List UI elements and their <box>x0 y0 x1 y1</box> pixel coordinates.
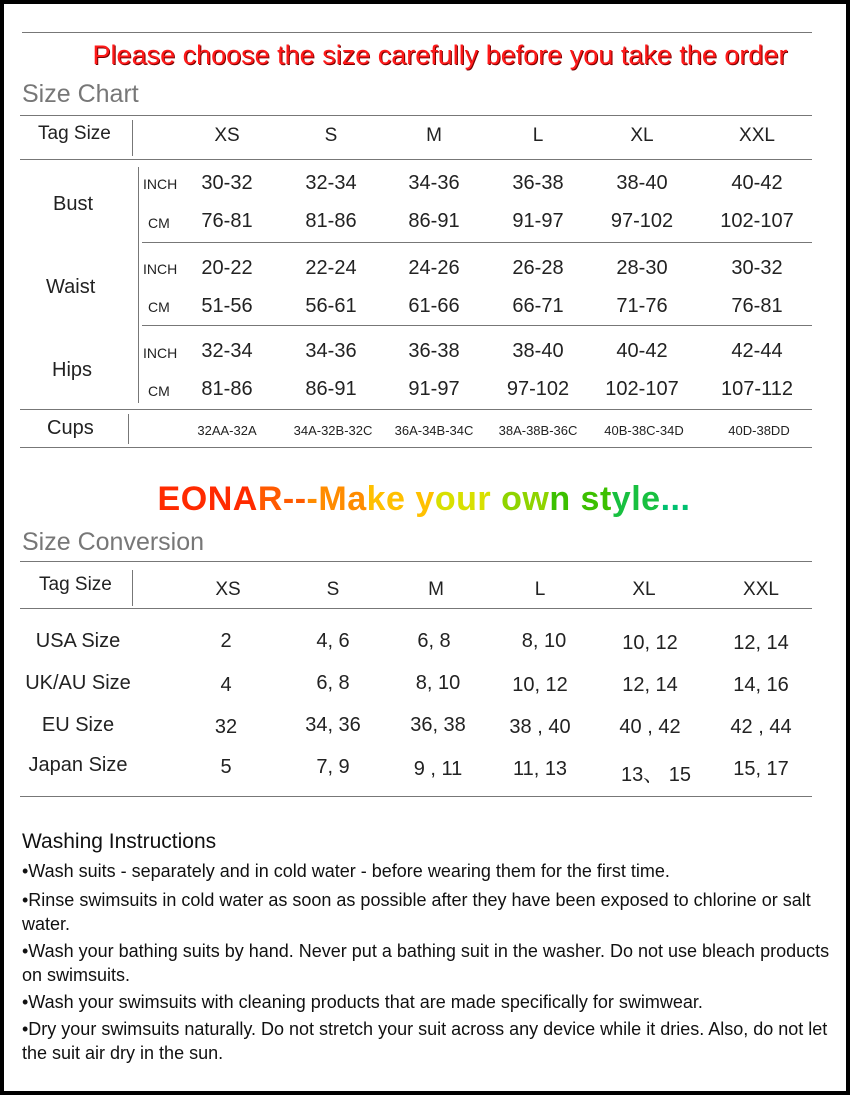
japan-xl: 13、 15 <box>620 764 692 786</box>
waist-row-rule <box>142 325 812 326</box>
slogan-letter: t <box>599 480 612 518</box>
slogan-letter: . <box>660 480 671 518</box>
waist-cm-m: 61-66 <box>408 295 460 317</box>
eu-xs: 32 <box>214 716 238 738</box>
slogan-letter <box>491 480 501 518</box>
bust-cm-l: 91-97 <box>512 210 564 232</box>
tag-size-label: Tag Size <box>38 123 111 144</box>
waist-cm-xs: 51-56 <box>201 295 253 317</box>
conversion-header-xxl: XXL <box>743 579 779 600</box>
slogan-letter: s <box>580 480 600 518</box>
unit-inch: INCH <box>143 261 178 277</box>
slogan-letter: a <box>347 480 367 518</box>
row-label-cups: Cups <box>47 417 94 439</box>
cups-xl: 40B-38C-34D <box>604 423 684 438</box>
slogan-letter: r <box>477 480 492 518</box>
bust-cm-xs: 76-81 <box>201 210 253 232</box>
slogan-letter: e <box>641 480 661 518</box>
washing-instructions-title: Washing Instructions <box>22 830 217 853</box>
eu-m: 36, 38 <box>410 714 466 736</box>
waist-inch-s: 22-24 <box>305 257 357 279</box>
waist-inch-l: 26-28 <box>512 257 564 279</box>
uk-l: 10, 12 <box>512 674 568 696</box>
size-header-m: M <box>426 125 442 146</box>
size-chart-header-rule <box>20 159 812 160</box>
size-conversion-bottom-rule <box>20 796 812 797</box>
hips-cm-l: 97-102 <box>506 378 570 400</box>
eu-xl: 40 , 42 <box>619 716 681 738</box>
brand-slogan <box>158 480 691 519</box>
size-chart-bottom-rule <box>20 447 812 448</box>
bust-row-rule <box>142 242 812 243</box>
slogan-letter <box>405 480 415 518</box>
washing-item: •Wash suits - separately and in cold water - before wearing them for the first time. <box>22 861 670 881</box>
eu-xxl: 42 , 44 <box>730 716 792 738</box>
slogan-letter: A <box>232 480 258 518</box>
usa-xs: 2 <box>220 630 232 652</box>
bust-inch-xl: 38-40 <box>616 172 668 194</box>
bust-cm-s: 81-86 <box>305 210 357 232</box>
hips-inch-s: 34-36 <box>305 340 357 362</box>
slogan-letter: y <box>611 480 632 518</box>
row-label-usa: USA Size <box>35 630 121 652</box>
slogan-letter: . <box>680 480 691 518</box>
hips-cm-xxl: 107-112 <box>721 378 793 400</box>
slogan-letter: E <box>157 480 181 518</box>
slogan-letter: M <box>318 480 348 518</box>
row-label-eu: EU Size <box>41 714 115 736</box>
size-conversion-top-rule <box>20 561 812 562</box>
cups-m: 36A-34B-34C <box>394 423 474 438</box>
slogan-letter: - <box>306 480 319 518</box>
usa-xxl: 12, 14 <box>733 632 789 654</box>
measure-divider <box>138 167 139 403</box>
waist-inch-xxl: 30-32 <box>731 257 783 279</box>
uk-s: 6, 8 <box>316 672 350 694</box>
conversion-header-xs: XS <box>215 579 241 600</box>
conversion-header-rule <box>20 608 812 609</box>
size-guide-page <box>4 4 846 1091</box>
order-warning-banner: Please choose the size carefully before you take the order <box>92 40 788 70</box>
waist-inch-m: 24-26 <box>408 257 460 279</box>
slogan-letter: O <box>180 480 208 518</box>
size-header-s: S <box>324 125 338 146</box>
bust-cm-xl: 97-102 <box>610 210 674 232</box>
row-label-waist: Waist <box>46 276 96 298</box>
hips-inch-xl: 40-42 <box>616 340 668 362</box>
washing-item: •Wash your swimsuits with cleaning products that are made specifically for swimwear. <box>22 992 703 1012</box>
eu-s: 34, 36 <box>305 714 361 736</box>
header-divider <box>132 120 133 156</box>
hips-inch-m: 36-38 <box>408 340 460 362</box>
hips-cm-xs: 81-86 <box>201 378 253 400</box>
bust-cm-m: 86-91 <box>408 210 460 232</box>
conversion-tag-size-label: Tag Size <box>39 574 112 595</box>
conversion-header-s: S <box>326 579 340 600</box>
washing-item: •Rinse swimsuits in cold water as soon as possible after they have been exposed to chlorine or salt water. <box>22 890 811 934</box>
size-chart-title: Size Chart <box>22 80 139 108</box>
washing-item: •Wash your bathing suits by hand. Never put a bathing suit in the washer. Do not use bleach products on swimsuits. <box>22 941 830 985</box>
uk-m: 8, 10 <box>415 672 461 694</box>
bust-inch-m: 34-36 <box>408 172 460 194</box>
size-conversion-title: Size Conversion <box>22 528 205 556</box>
unit-cm: CM <box>148 215 170 231</box>
slogan-letter: w <box>522 480 550 518</box>
hips-cm-xl: 102-107 <box>605 378 679 400</box>
bust-cm-xxl: 102-107 <box>720 210 794 232</box>
slogan-letter: o <box>501 480 523 518</box>
washing-item: •Dry your swimsuits naturally. Do not stretch your suit across any device while it dries. Also, do not let the suit air dry in the sun. <box>22 1019 828 1063</box>
uk-xs: 4 <box>220 674 232 696</box>
japan-s: 7, 9 <box>316 756 350 778</box>
unit-cm: CM <box>148 383 170 399</box>
row-label-bust: Bust <box>53 193 94 215</box>
waist-cm-s: 56-61 <box>305 295 357 317</box>
slogan-letter: u <box>456 480 478 518</box>
japan-l: 11, 13 <box>512 758 568 780</box>
hips-cm-s: 86-91 <box>305 378 357 400</box>
japan-m: 9 , 11 <box>413 758 463 780</box>
slogan-letter: N <box>207 480 233 518</box>
conversion-header-xl: XL <box>632 579 656 600</box>
size-header-xs: XS <box>214 125 240 146</box>
cups-xs: 32AA-32A <box>197 423 257 438</box>
usa-s: 4, 6 <box>316 630 350 652</box>
slogan-letter: - <box>282 480 295 518</box>
unit-inch: INCH <box>143 176 178 192</box>
row-label-japan: Japan Size <box>28 754 128 776</box>
japan-xs: 5 <box>220 756 232 778</box>
bust-inch-xs: 30-32 <box>201 172 253 194</box>
row-label-hips: Hips <box>52 359 93 381</box>
uk-xxl: 14, 16 <box>733 674 789 696</box>
size-header-l: L <box>532 125 544 146</box>
cups-divider <box>128 414 129 444</box>
slogan-letter: R <box>257 480 283 518</box>
slogan-letter: n <box>549 480 571 518</box>
usa-l: 8, 10 <box>521 630 567 652</box>
size-chart-top-rule <box>20 115 812 116</box>
usa-xl: 10, 12 <box>622 632 678 654</box>
unit-inch: INCH <box>143 345 178 361</box>
usa-m: 6, 8 <box>417 630 451 652</box>
waist-inch-xl: 28-30 <box>616 257 668 279</box>
row-label-uk-au: UK/AU Size <box>25 672 131 694</box>
waist-cm-l: 66-71 <box>512 295 564 317</box>
japan-xxl: 15, 17 <box>733 758 789 780</box>
conversion-header-l: L <box>534 579 546 600</box>
waist-cm-xl: 71-76 <box>616 295 668 317</box>
slogan-letter <box>571 480 581 518</box>
size-header-xxl: XXL <box>739 125 775 146</box>
waist-cm-xxl: 76-81 <box>731 295 783 317</box>
slogan-letter: l <box>631 480 642 518</box>
hips-inch-l: 38-40 <box>512 340 564 362</box>
bust-inch-s: 32-34 <box>305 172 357 194</box>
slogan-letter: y <box>415 480 435 518</box>
hips-cm-m: 91-97 <box>408 378 460 400</box>
eu-l: 38 , 40 <box>509 716 571 738</box>
cups-xxl: 40D-38DD <box>728 423 790 438</box>
bust-inch-l: 36-38 <box>512 172 564 194</box>
conversion-header-m: M <box>428 579 444 600</box>
cups-s: 34A-32B-32C <box>293 423 373 438</box>
cups-top-rule <box>20 409 812 410</box>
bust-inch-xxl: 40-42 <box>731 172 783 194</box>
size-header-xl: XL <box>630 125 654 146</box>
hips-inch-xs: 32-34 <box>201 340 253 362</box>
slogan-letter: o <box>434 480 457 518</box>
conversion-header-divider <box>132 570 133 606</box>
slogan-letter: - <box>294 480 307 518</box>
cups-l: 38A-38B-36C <box>498 423 578 438</box>
waist-inch-xs: 20-22 <box>201 257 253 279</box>
slogan-letter: e <box>386 480 406 518</box>
uk-xl: 12, 14 <box>622 674 678 696</box>
top-rule <box>22 32 812 33</box>
slogan-letter: . <box>670 480 681 518</box>
hips-inch-xxl: 42-44 <box>731 340 783 362</box>
slogan-letter: k <box>366 480 387 518</box>
unit-cm: CM <box>148 299 170 315</box>
